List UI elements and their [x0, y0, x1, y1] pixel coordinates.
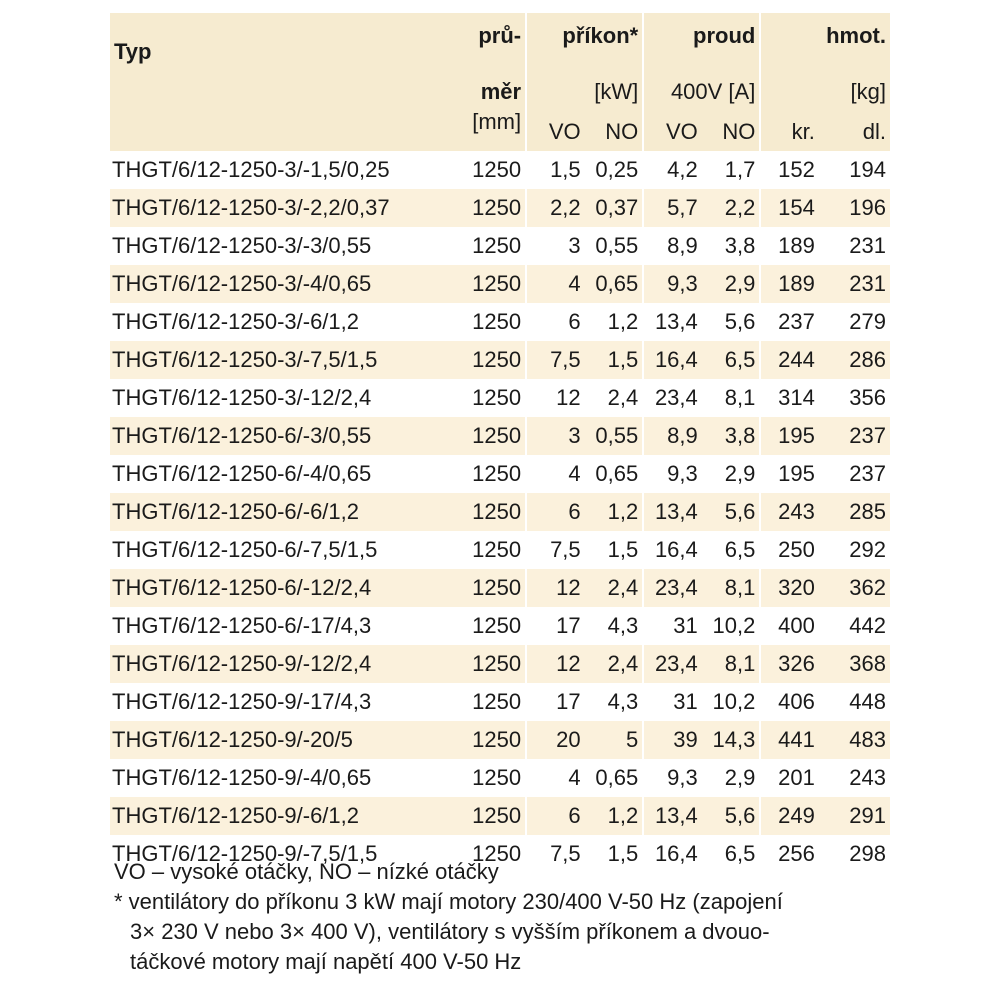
legend-text: VO – vysoké otáčky, NO – nízké otáčky	[114, 859, 499, 884]
cell-prikon-no: 0,25	[585, 151, 644, 189]
cell-prumer: 1250	[455, 683, 526, 721]
cell-prikon-no: 0,65	[585, 265, 644, 303]
cell-proud-no: 1,7	[702, 151, 761, 189]
table-row	[110, 379, 890, 417]
cell-prumer: 1250	[455, 265, 526, 303]
table-row	[110, 759, 890, 797]
cell-typ: THGT/6/12-1250-9/-4/0,65	[110, 759, 455, 797]
cell-prumer: 1250	[455, 835, 526, 873]
table-row	[110, 493, 890, 531]
cell-prikon-vo: 7,5	[526, 341, 585, 379]
table-row	[110, 455, 890, 493]
cell-hmot-dl: 237	[819, 417, 890, 455]
cell-prikon-no: 4,3	[585, 683, 644, 721]
cell-hmot-kr: 256	[760, 835, 819, 873]
cell-proud-no: 6,5	[702, 531, 761, 569]
cell-prumer: 1250	[455, 493, 526, 531]
cell-proud-vo: 23,4	[643, 379, 702, 417]
cell-proud-vo: 13,4	[643, 797, 702, 835]
cell-prikon-vo: 20	[526, 721, 585, 759]
table-row	[110, 417, 890, 455]
cell-typ: THGT/6/12-1250-6/-4/0,65	[110, 455, 455, 493]
cell-hmot-dl: 243	[819, 759, 890, 797]
cell-prumer: 1250	[455, 341, 526, 379]
cell-proud-vo: 23,4	[643, 645, 702, 683]
footnote-line-3: táčkové motory mají napětí 400 V-50 Hz	[130, 949, 522, 974]
header-typ: Typ	[110, 13, 455, 109]
cell-prumer: 1250	[455, 721, 526, 759]
cell-proud-vo: 13,4	[643, 303, 702, 341]
cell-hmot-kr: 201	[760, 759, 819, 797]
cell-prikon-no: 4,3	[585, 607, 644, 645]
cell-typ: THGT/6/12-1250-9/-12/2,4	[110, 645, 455, 683]
cell-proud-no: 8,1	[702, 569, 761, 607]
header-sub-dl: dl.	[819, 109, 890, 151]
header-sub-kr: kr.	[760, 109, 819, 151]
cell-proud-vo: 9,3	[643, 455, 702, 493]
cell-hmot-dl: 285	[819, 493, 890, 531]
spec-table	[110, 13, 890, 873]
cell-typ: THGT/6/12-1250-3/-3/0,55	[110, 227, 455, 265]
cell-proud-vo: 16,4	[643, 835, 702, 873]
cell-proud-no: 5,6	[702, 303, 761, 341]
cell-hmot-dl: 237	[819, 455, 890, 493]
cell-proud-vo: 23,4	[643, 569, 702, 607]
cell-hmot-kr: 314	[760, 379, 819, 417]
cell-proud-vo: 8,9	[643, 417, 702, 455]
header-hmot-unit: [kg]	[760, 79, 890, 109]
cell-typ: THGT/6/12-1250-6/-7,5/1,5	[110, 531, 455, 569]
cell-prikon-no: 0,55	[585, 417, 644, 455]
cell-proud-vo: 31	[643, 683, 702, 721]
cell-hmot-dl: 442	[819, 607, 890, 645]
cell-prikon-no: 1,5	[585, 531, 644, 569]
cell-proud-no: 5,6	[702, 493, 761, 531]
cell-hmot-kr: 249	[760, 797, 819, 835]
cell-proud-vo: 8,9	[643, 227, 702, 265]
cell-proud-no: 2,9	[702, 265, 761, 303]
cell-proud-vo: 4,2	[643, 151, 702, 189]
table-row	[110, 151, 890, 189]
table-row	[110, 341, 890, 379]
cell-prikon-no: 5	[585, 721, 644, 759]
cell-hmot-kr: 320	[760, 569, 819, 607]
cell-prumer: 1250	[455, 189, 526, 227]
cell-hmot-dl: 448	[819, 683, 890, 721]
header-hmot: hmot.	[760, 13, 890, 79]
cell-proud-no: 14,3	[702, 721, 761, 759]
cell-hmot-kr: 154	[760, 189, 819, 227]
footnote-line-1: * ventilátory do příkonu 3 kW mají motory 230/400 V-50 Hz (zapojení	[114, 889, 783, 914]
cell-proud-no: 10,2	[702, 683, 761, 721]
cell-prumer: 1250	[455, 417, 526, 455]
cell-prumer: 1250	[455, 531, 526, 569]
cell-typ: THGT/6/12-1250-9/-7,5/1,5	[110, 835, 455, 873]
cell-prikon-no: 1,5	[585, 341, 644, 379]
cell-prumer: 1250	[455, 227, 526, 265]
table-row	[110, 189, 890, 227]
cell-prikon-vo: 6	[526, 493, 585, 531]
cell-hmot-dl: 298	[819, 835, 890, 873]
cell-typ: THGT/6/12-1250-3/-7,5/1,5	[110, 341, 455, 379]
cell-prikon-no: 0,65	[585, 455, 644, 493]
cell-proud-no: 2,9	[702, 455, 761, 493]
cell-prumer: 1250	[455, 303, 526, 341]
cell-typ: THGT/6/12-1250-9/-6/1,2	[110, 797, 455, 835]
cell-prikon-no: 1,2	[585, 493, 644, 531]
header-proud-unit: 400V [A]	[643, 79, 760, 109]
cell-hmot-kr: 243	[760, 493, 819, 531]
cell-prikon-vo: 3	[526, 417, 585, 455]
cell-prumer: 1250	[455, 607, 526, 645]
cell-prikon-no: 2,4	[585, 569, 644, 607]
cell-prikon-vo: 6	[526, 303, 585, 341]
table-row	[110, 569, 890, 607]
cell-hmot-kr: 244	[760, 341, 819, 379]
cell-prikon-vo: 6	[526, 797, 585, 835]
header-sub-vo-proud: VO	[643, 109, 702, 151]
cell-hmot-dl: 194	[819, 151, 890, 189]
cell-proud-vo: 13,4	[643, 493, 702, 531]
cell-typ: THGT/6/12-1250-9/-17/4,3	[110, 683, 455, 721]
cell-hmot-kr: 189	[760, 227, 819, 265]
cell-prikon-vo: 3	[526, 227, 585, 265]
cell-proud-vo: 16,4	[643, 531, 702, 569]
cell-prikon-vo: 4	[526, 759, 585, 797]
cell-typ: THGT/6/12-1250-3/-2,2/0,37	[110, 189, 455, 227]
table-header	[110, 13, 890, 151]
cell-hmot-kr: 237	[760, 303, 819, 341]
cell-prikon-vo: 1,5	[526, 151, 585, 189]
cell-hmot-kr: 195	[760, 417, 819, 455]
cell-prikon-vo: 4	[526, 265, 585, 303]
cell-proud-vo: 31	[643, 607, 702, 645]
cell-typ: THGT/6/12-1250-3/-12/2,4	[110, 379, 455, 417]
table-body	[110, 151, 890, 873]
cell-proud-no: 5,6	[702, 797, 761, 835]
cell-prikon-no: 0,55	[585, 227, 644, 265]
cell-proud-no: 8,1	[702, 645, 761, 683]
table-row	[110, 303, 890, 341]
cell-prikon-no: 0,65	[585, 759, 644, 797]
table-row	[110, 797, 890, 835]
cell-prikon-vo: 12	[526, 569, 585, 607]
footnote-line-2: 3× 230 V nebo 3× 400 V), ventilátory s vyšším příkonem a dvouo-	[130, 919, 770, 944]
cell-proud-vo: 5,7	[643, 189, 702, 227]
cell-prumer: 1250	[455, 759, 526, 797]
table-row	[110, 607, 890, 645]
table-row	[110, 645, 890, 683]
cell-proud-vo: 9,3	[643, 759, 702, 797]
cell-prikon-vo: 12	[526, 645, 585, 683]
cell-prumer: 1250	[455, 797, 526, 835]
cell-prumer: 1250	[455, 645, 526, 683]
cell-prikon-vo: 12	[526, 379, 585, 417]
cell-proud-vo: 39	[643, 721, 702, 759]
table-row	[110, 227, 890, 265]
cell-prumer: 1250	[455, 569, 526, 607]
cell-prikon-no: 2,4	[585, 379, 644, 417]
cell-proud-no: 2,2	[702, 189, 761, 227]
cell-prikon-vo: 4	[526, 455, 585, 493]
header-prumer-unit: [mm]	[455, 109, 526, 151]
header-prikon-unit: [kW]	[526, 79, 643, 109]
cell-prikon-no: 1,2	[585, 797, 644, 835]
cell-typ: THGT/6/12-1250-6/-6/1,2	[110, 493, 455, 531]
cell-hmot-dl: 231	[819, 265, 890, 303]
cell-typ: THGT/6/12-1250-3/-4/0,65	[110, 265, 455, 303]
header-prumer-line2: měr	[455, 79, 526, 109]
cell-hmot-dl: 356	[819, 379, 890, 417]
header-proud: proud	[643, 13, 760, 79]
cell-typ: THGT/6/12-1250-3/-1,5/0,25	[110, 151, 455, 189]
cell-prikon-vo: 7,5	[526, 835, 585, 873]
cell-hmot-dl: 292	[819, 531, 890, 569]
cell-prumer: 1250	[455, 379, 526, 417]
cell-typ: THGT/6/12-1250-3/-6/1,2	[110, 303, 455, 341]
header-sub-no-proud: NO	[702, 109, 761, 151]
cell-typ: THGT/6/12-1250-9/-20/5	[110, 721, 455, 759]
table-row	[110, 683, 890, 721]
cell-proud-no: 3,8	[702, 227, 761, 265]
cell-proud-no: 2,9	[702, 759, 761, 797]
cell-prikon-vo: 17	[526, 607, 585, 645]
cell-hmot-kr: 189	[760, 265, 819, 303]
header-prumer-line1	[455, 13, 526, 79]
cell-proud-vo: 9,3	[643, 265, 702, 303]
cell-hmot-kr: 250	[760, 531, 819, 569]
cell-prikon-vo: 2,2	[526, 189, 585, 227]
cell-prikon-no: 2,4	[585, 645, 644, 683]
cell-hmot-kr: 152	[760, 151, 819, 189]
cell-prumer: 1250	[455, 455, 526, 493]
table-row	[110, 265, 890, 303]
cell-hmot-dl: 231	[819, 227, 890, 265]
table-row	[110, 721, 890, 759]
cell-proud-vo: 16,4	[643, 341, 702, 379]
header-typ-spacer	[110, 109, 455, 151]
cell-prumer: 1250	[455, 151, 526, 189]
cell-hmot-kr: 441	[760, 721, 819, 759]
cell-hmot-dl: 362	[819, 569, 890, 607]
cell-hmot-kr: 400	[760, 607, 819, 645]
cell-hmot-kr: 195	[760, 455, 819, 493]
header-prumer-text1: prů-	[478, 23, 522, 48]
cell-proud-no: 3,8	[702, 417, 761, 455]
cell-hmot-dl: 368	[819, 645, 890, 683]
table-row	[110, 531, 890, 569]
cell-proud-no: 8,1	[702, 379, 761, 417]
spec-sheet	[110, 13, 890, 873]
cell-hmot-kr: 406	[760, 683, 819, 721]
cell-prikon-no: 1,5	[585, 835, 644, 873]
cell-hmot-dl: 196	[819, 189, 890, 227]
cell-typ: THGT/6/12-1250-6/-12/2,4	[110, 569, 455, 607]
cell-hmot-dl: 291	[819, 797, 890, 835]
cell-prikon-no: 1,2	[585, 303, 644, 341]
cell-typ: THGT/6/12-1250-6/-17/4,3	[110, 607, 455, 645]
cell-prikon-vo: 17	[526, 683, 585, 721]
cell-typ: THGT/6/12-1250-6/-3/0,55	[110, 417, 455, 455]
cell-hmot-kr: 326	[760, 645, 819, 683]
notes	[114, 857, 894, 977]
cell-hmot-dl: 286	[819, 341, 890, 379]
header-prikon: příkon*	[526, 13, 643, 79]
cell-prikon-vo: 7,5	[526, 531, 585, 569]
cell-proud-no: 6,5	[702, 341, 761, 379]
cell-proud-no: 10,2	[702, 607, 761, 645]
header-sub-no-prikon: NO	[585, 109, 644, 151]
cell-proud-no: 6,5	[702, 835, 761, 873]
cell-prikon-no: 0,37	[585, 189, 644, 227]
cell-hmot-dl: 279	[819, 303, 890, 341]
cell-hmot-dl: 483	[819, 721, 890, 759]
header-sub-vo-prikon: VO	[526, 109, 585, 151]
